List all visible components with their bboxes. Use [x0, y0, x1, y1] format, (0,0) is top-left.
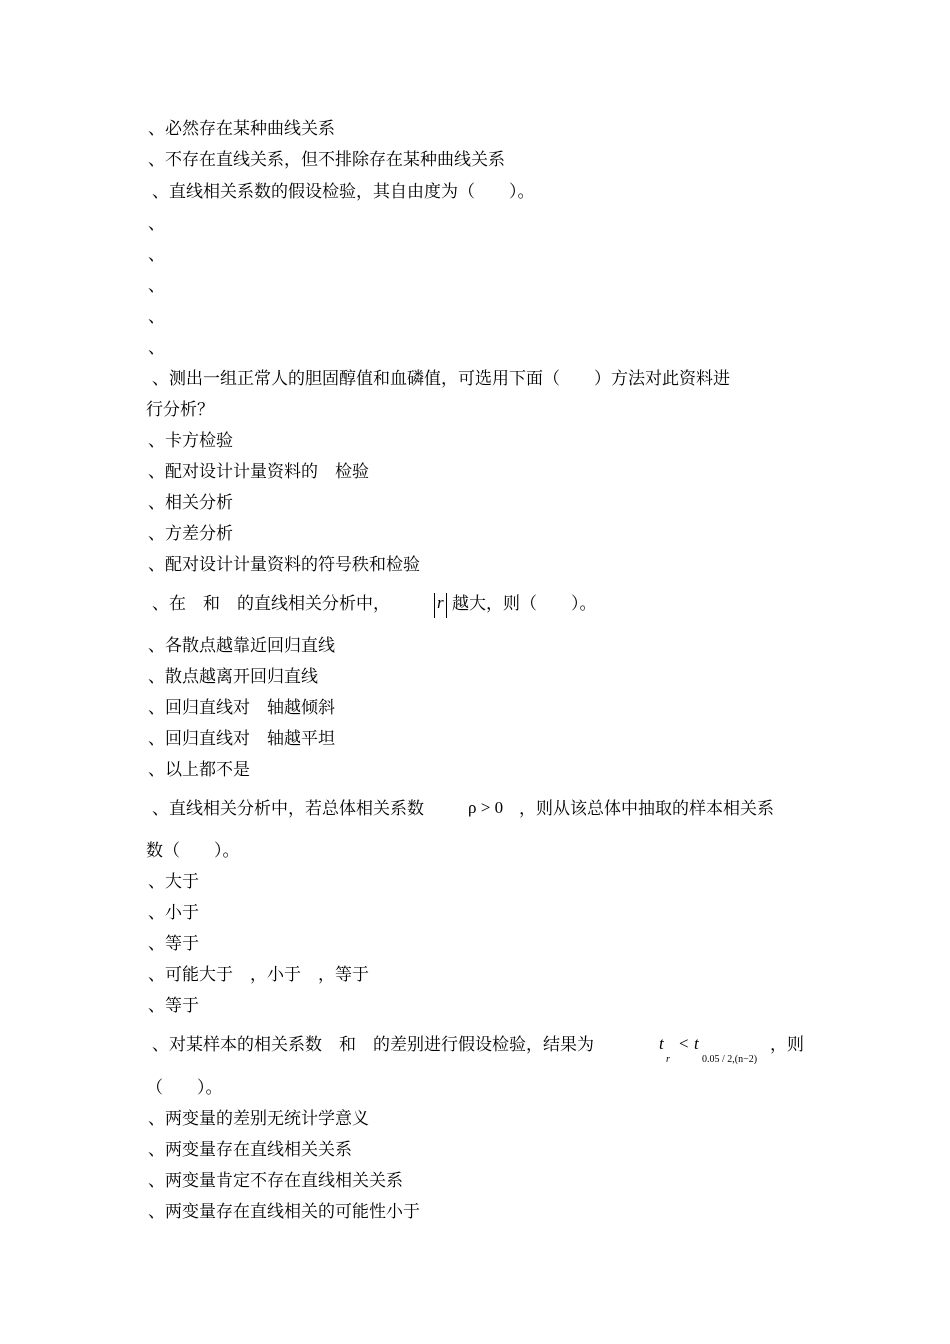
- question-line: 、在 和 的直线相关分析中，: [152, 594, 390, 614]
- option-line: 、必然存在某种曲线关系: [148, 119, 335, 139]
- option-line: 、两变量存在直线相关的可能性小于: [148, 1202, 420, 1222]
- t-right-subscript: 0.05 / 2,(n−2): [702, 1054, 758, 1065]
- question-line: 、测出一组正常人的胆固醇值和血磷值，可选用下面（ ）方法对此资料进: [152, 369, 730, 389]
- option-line: 、: [148, 214, 165, 234]
- abs-bar-left: [434, 593, 435, 618]
- question-line: 行分析？: [146, 400, 214, 420]
- option-line: 、: [148, 307, 165, 327]
- t-left: t: [659, 1034, 664, 1053]
- abs-bar-right: [446, 593, 447, 618]
- option-line: 、方差分析: [148, 524, 233, 544]
- option-line: 、散点越离开回归直线: [148, 667, 318, 687]
- question-line-tail: ，则: [770, 1035, 804, 1055]
- question-line-tail: ，则从该总体中抽取的样本相关系: [519, 799, 774, 819]
- option-line: 、等于: [148, 934, 199, 954]
- option-line: 、: [148, 338, 165, 358]
- question-line-tail: 越大，则（ ）。: [452, 594, 597, 614]
- option-line: 、: [148, 276, 165, 296]
- option-line: 、可能大于 ，小于 ，等于: [148, 965, 369, 985]
- t-right: t: [694, 1034, 699, 1053]
- option-line: 、各散点越靠近回归直线: [148, 636, 335, 656]
- question-line: （ ）。: [146, 1078, 223, 1098]
- option-line: 、配对设计计量资料的 检验: [148, 462, 369, 482]
- question-line: 数（ ）。: [146, 841, 240, 861]
- option-line: 、两变量存在直线相关关系: [148, 1140, 352, 1160]
- question-line: 、对某样本的相关系数 和 的差别进行假设检验，结果为: [152, 1035, 594, 1055]
- option-line: 、回归直线对 轴越倾斜: [148, 698, 335, 718]
- option-line: 、卡方检验: [148, 431, 233, 451]
- option-line: 、不存在直线关系，但不排除存在某种曲线关系: [148, 150, 505, 170]
- option-line: 、相关分析: [148, 493, 233, 513]
- option-line: 、小于: [148, 903, 199, 923]
- question-line: 、直线相关系数的假设检验，其自由度为（ ）。: [152, 182, 535, 202]
- rho-condition: ρ > 0: [468, 798, 504, 817]
- option-line: 、两变量肯定不存在直线相关关系: [148, 1171, 403, 1191]
- option-line: 、大于: [148, 872, 199, 892]
- option-line: 、以上都不是: [148, 760, 250, 780]
- abs-r-symbol: r: [437, 593, 444, 612]
- option-line: 、: [148, 245, 165, 265]
- option-line: 、回归直线对 轴越平坦: [148, 729, 335, 749]
- option-line: 、两变量的差别无统计学意义: [148, 1109, 369, 1129]
- option-line: 、配对设计计量资料的符号秩和检验: [148, 555, 420, 575]
- less-than: <: [679, 1034, 689, 1053]
- t-left-subscript: r: [666, 1054, 670, 1065]
- option-line: 、等于: [148, 996, 199, 1016]
- question-line: 、直线相关分析中，若总体相关系数: [152, 799, 424, 819]
